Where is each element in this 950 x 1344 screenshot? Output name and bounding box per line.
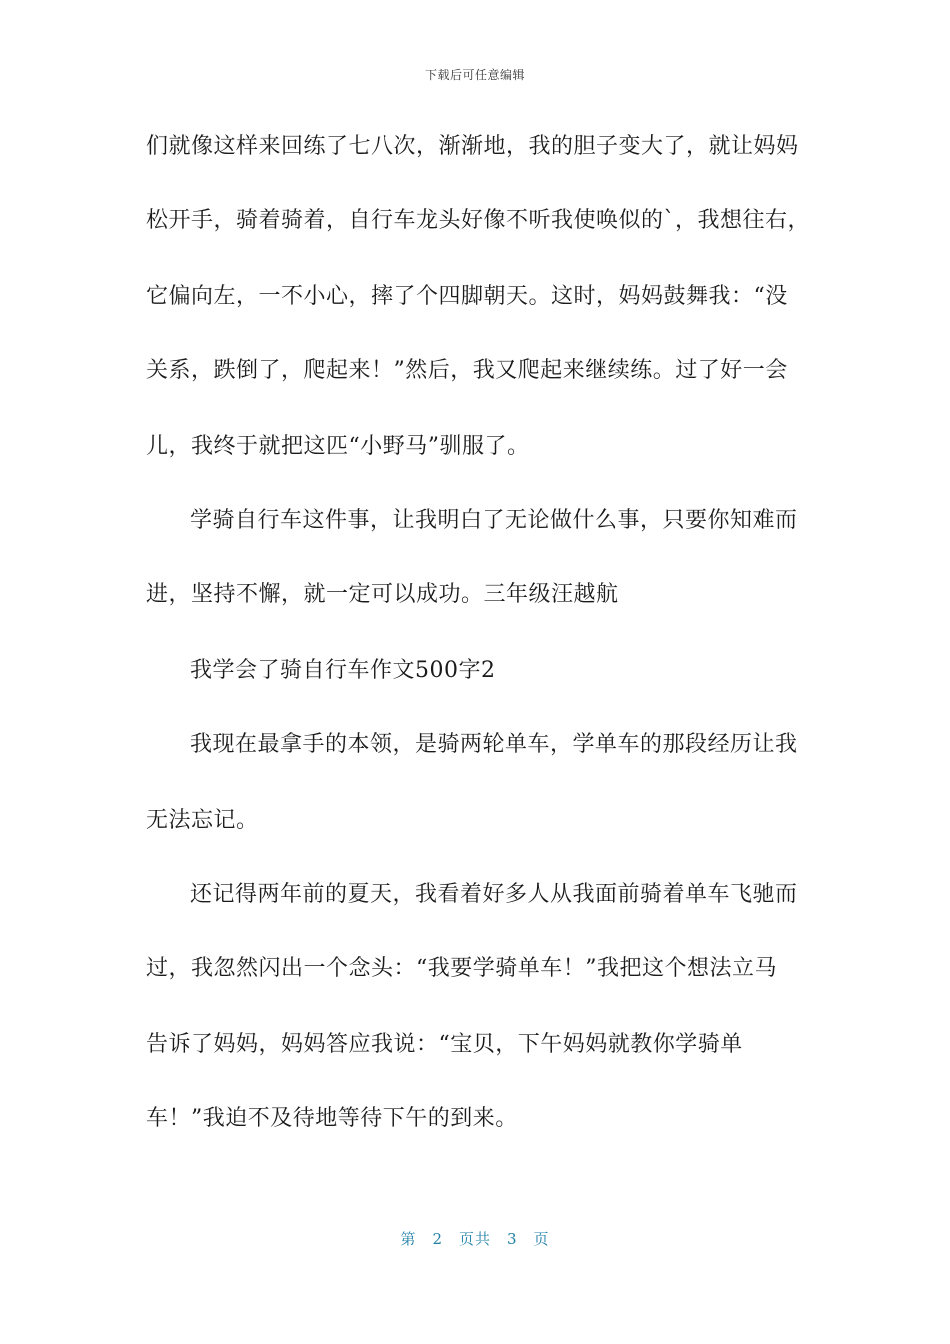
page-middle: 页共 bbox=[458, 1230, 491, 1248]
page-prefix: 第 bbox=[400, 1230, 417, 1248]
paragraph-first-line: 学骑自行车这件事，让我明白了无论做什么事，只要你知难而 bbox=[190, 508, 798, 533]
paragraph-first-line: 还记得两年前的夏天，我看着好多人从我面前骑着单车飞驰而 bbox=[190, 882, 798, 907]
text-line: 过，我忽然闪出一个念头：“我要学骑单车！”我把这个想法立马 bbox=[146, 956, 777, 981]
text-line: 它偏向左，一不小心，摔了个四脚朝天。这时，妈妈鼓舞我：“没 bbox=[146, 284, 788, 309]
text-line: 松开手，骑着骑着，自行车龙头好像不听我使唤似的`，我想往右， bbox=[146, 208, 811, 233]
page-suffix: 页 bbox=[533, 1230, 550, 1248]
text-line: 关系，跌倒了，爬起来！”然后，我又爬起来继续练。过了好一会 bbox=[146, 358, 788, 383]
section-title: 我学会了骑自行车作文500字2 bbox=[190, 658, 496, 683]
paragraph-first-line: 我现在最拿手的本领，是骑两轮单车，学单车的那段经历让我 bbox=[190, 732, 798, 757]
page-current-number: 2 bbox=[432, 1230, 443, 1248]
text-line: 车！”我迫不及待地等待下午的到来。 bbox=[146, 1106, 518, 1131]
text-line: 告诉了妈妈，妈妈答应我说：“宝贝，下午妈妈就教你学骑单 bbox=[146, 1032, 743, 1057]
text-line: 进，坚持不懈，就一定可以成功。三年级汪越航 bbox=[146, 582, 619, 607]
page-total-number: 3 bbox=[507, 1230, 518, 1248]
text-line: 儿，我终于就把这匹“小野马”驯服了。 bbox=[146, 434, 530, 459]
text-line: 们就像这样来回练了七八次，渐渐地，我的胆子变大了，就让妈妈 bbox=[146, 134, 799, 159]
page-header: 下载后可任意编辑 bbox=[424, 68, 525, 82]
text-line: 无法忘记。 bbox=[146, 808, 259, 833]
page-footer bbox=[0, 1228, 950, 1249]
